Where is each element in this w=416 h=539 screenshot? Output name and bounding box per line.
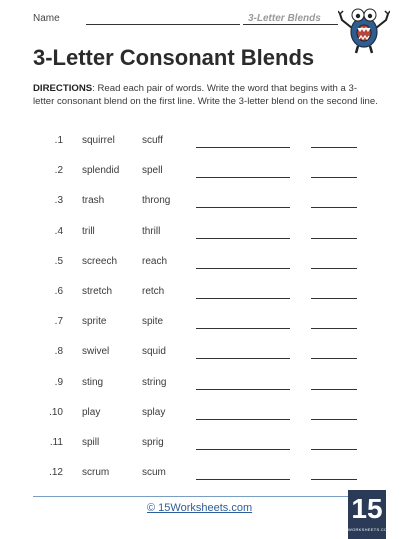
monster-mascot-icon [338,2,390,54]
item-word-1: stretch [82,285,113,297]
list-item: 1. squirrel scuff [0,133,416,163]
list-item: 4. trill thrill [0,224,416,254]
items-list [0,133,416,495]
item-word-2: throng [142,195,171,207]
list-item: 7. sprite spite [0,314,416,344]
worksheet-header-title: 3-Letter Blends [248,13,321,24]
item-word-1: trill [82,225,95,237]
item-word-2: scum [142,467,166,479]
item-word-1: splendid [82,165,120,177]
list-item: 8. swivel squid [0,344,416,374]
answer-line-blend[interactable] [311,147,357,148]
item-word-2: splay [142,406,166,418]
answer-line-blend[interactable] [311,298,357,299]
page-title: 3-Letter Consonant Blends [33,45,315,70]
item-word-1: spill [82,436,100,448]
item-word-2: squid [142,346,166,358]
list-item: 2. splendid spell [0,163,416,193]
list-item: 9. sting string [0,375,416,405]
item-word-2: retch [142,285,165,297]
answer-line-blend[interactable] [311,207,357,208]
item-word-2: spite [142,316,164,328]
answer-line-blend[interactable] [311,268,357,269]
logo-subtext: WORKSHEETS.COM [348,527,392,532]
item-word-2: spell [142,165,163,177]
copyright-link[interactable]: © 15Worksheets.com [147,502,253,514]
answer-line-word[interactable] [196,207,290,208]
list-item: 3. trash throng [0,193,416,223]
list-item: 5. screech reach [0,254,416,284]
item-word-2: reach [142,255,168,267]
answer-line-word[interactable] [196,298,290,299]
item-word-1: scrum [82,467,110,479]
item-word-2: string [142,376,167,388]
answer-line-word[interactable] [196,328,290,329]
item-word-1: squirrel [82,135,115,146]
answer-line-word[interactable] [196,177,290,178]
footer-divider [33,496,350,497]
answer-line-blend[interactable] [311,358,357,359]
answer-line-word[interactable] [196,449,290,450]
name-label: Name [33,13,60,24]
list-item: 6. stretch retch [0,284,416,314]
answer-line-blend[interactable] [311,328,357,329]
directions-text [33,82,378,108]
answer-line-blend[interactable] [311,177,357,178]
answer-line-blend[interactable] [311,389,357,390]
item-word-2: sprig [142,436,164,448]
answer-line-blend[interactable] [311,479,357,480]
item-word-1: play [82,406,101,418]
answer-line-word[interactable] [196,147,290,148]
answer-line-blend[interactable] [311,238,357,239]
list-item: 12. scrum scum [0,465,416,495]
item-word-1: sprite [82,316,107,328]
answer-line-blend[interactable] [311,419,357,420]
header-title-line [243,24,338,25]
answer-line-word[interactable] [196,268,290,269]
directions-body: : Read each pair of words. Write the word that begins with a 3-letter consonant blend on the first line. Write the 3-letter blend on the second line. [33,83,378,107]
item-word-1: sting [82,376,104,388]
answer-line-word[interactable] [196,389,290,390]
name-input-line [86,24,240,25]
answer-line-word[interactable] [196,419,290,420]
item-word-2: thrill [142,225,161,237]
answer-line-blend[interactable] [311,449,357,450]
logo-number: 15 [351,493,383,524]
answer-line-word[interactable] [196,238,290,239]
list-item: 10. play splay [0,405,416,435]
item-word-1: screech [82,255,118,267]
item-word-2: scuff [142,135,163,146]
logo-15worksheets [348,490,392,539]
answer-line-word[interactable] [196,358,290,359]
list-item: 11. spill sprig [0,435,416,465]
answer-line-word[interactable] [196,479,290,480]
item-word-1: swivel [82,346,110,358]
directions-label: DIRECTIONS [33,83,93,94]
item-word-1: trash [82,195,105,207]
